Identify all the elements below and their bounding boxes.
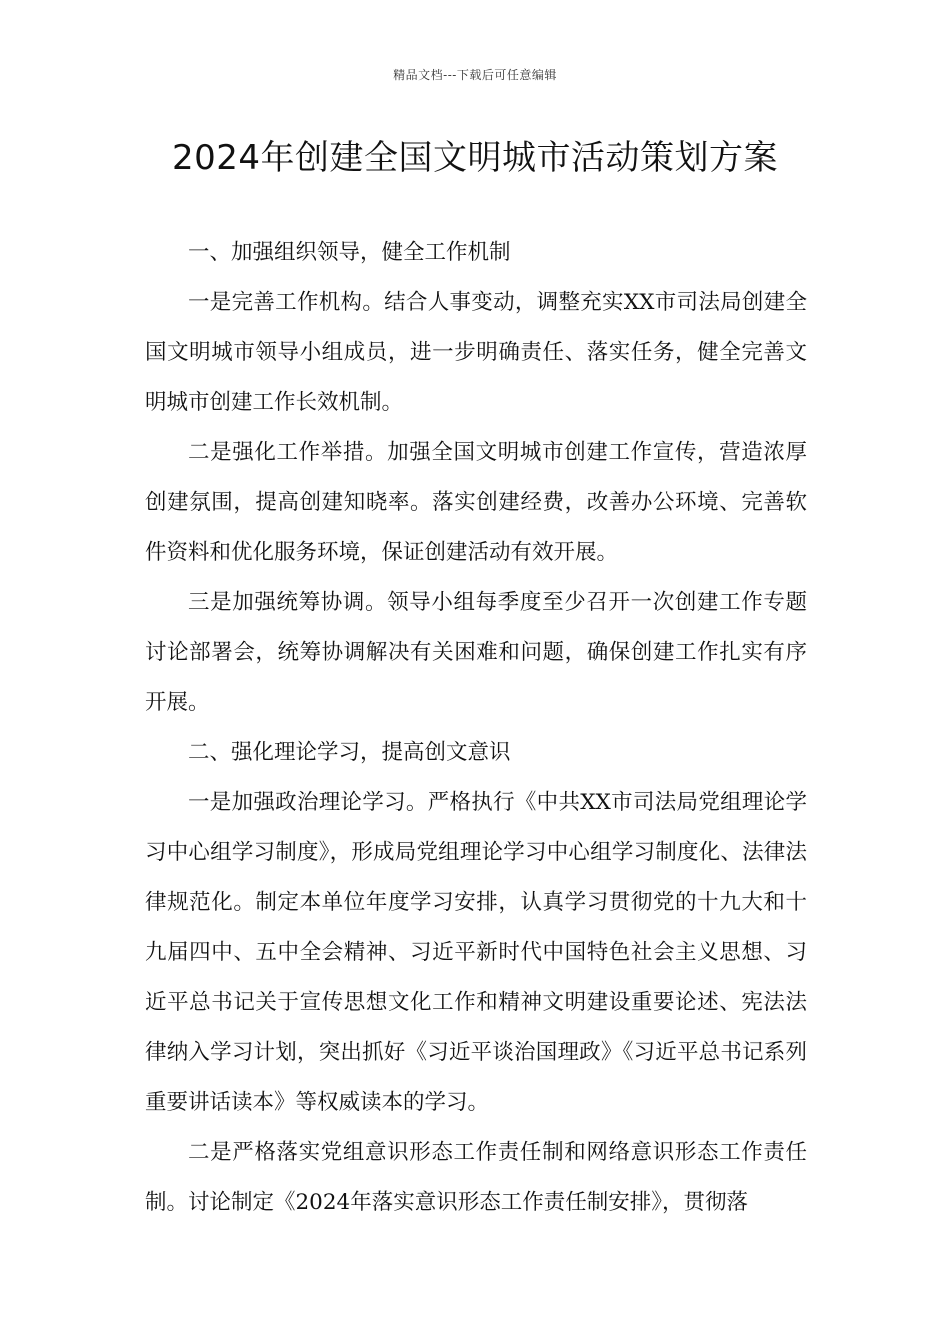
header-note: 精品文档---下载后可任意编辑	[393, 68, 557, 82]
section-heading-1: 一、加强组织领导，健全工作机制	[188, 240, 511, 265]
document-title: 2024年创建全国文明城市活动策划方案	[171, 138, 779, 178]
body-paragraph: 二是严格落实党组意识形态工作责任制和网络意识形态工作责任制。讨论制定《2024年落实意识形态工作责任制安排》，贯彻落	[145, 1140, 807, 1215]
body-paragraph: 二是强化工作举措。加强全国文明城市创建工作宣传，营造浓厚创建氛围，提高创建知晓率。落实创建经费，改善办公环境、完善软件资料和优化服务环境，保证创建活动有效开展。	[145, 440, 807, 565]
document-body	[145, 228, 807, 1228]
section-heading-2: 二、强化理论学习，提高创文意识	[188, 740, 511, 765]
body-paragraph: 一是加强政治理论学习。严格执行《中共XX市司法局党组理论学习中心组学习制度》，形成局党组理论学习中心组学习制度化、法律法律规范化。制定本单位年度学习安排，认真学习贯彻党的十九大和十九届四中、五中全会精神、习近平新时代中国特色社会主义思想、习近平总书记关于宣传思想文化工作和精神文明建设重要论述、宪法法律纳入学习计划，突出抓好《习近平谈治国理政》《习近平总书记系列重要讲话读本》等权威读本的学习。	[145, 790, 807, 1115]
body-paragraph: 一是完善工作机构。结合人事变动，调整充实XX市司法局创建全国文明城市领导小组成员，进一步明确责任、落实任务，健全完善文明城市创建工作长效机制。	[145, 290, 807, 415]
body-paragraph: 三是加强统筹协调。领导小组每季度至少召开一次创建工作专题讨论部署会，统筹协调解决有关困难和问题，确保创建工作扎实有序开展。	[145, 590, 807, 715]
